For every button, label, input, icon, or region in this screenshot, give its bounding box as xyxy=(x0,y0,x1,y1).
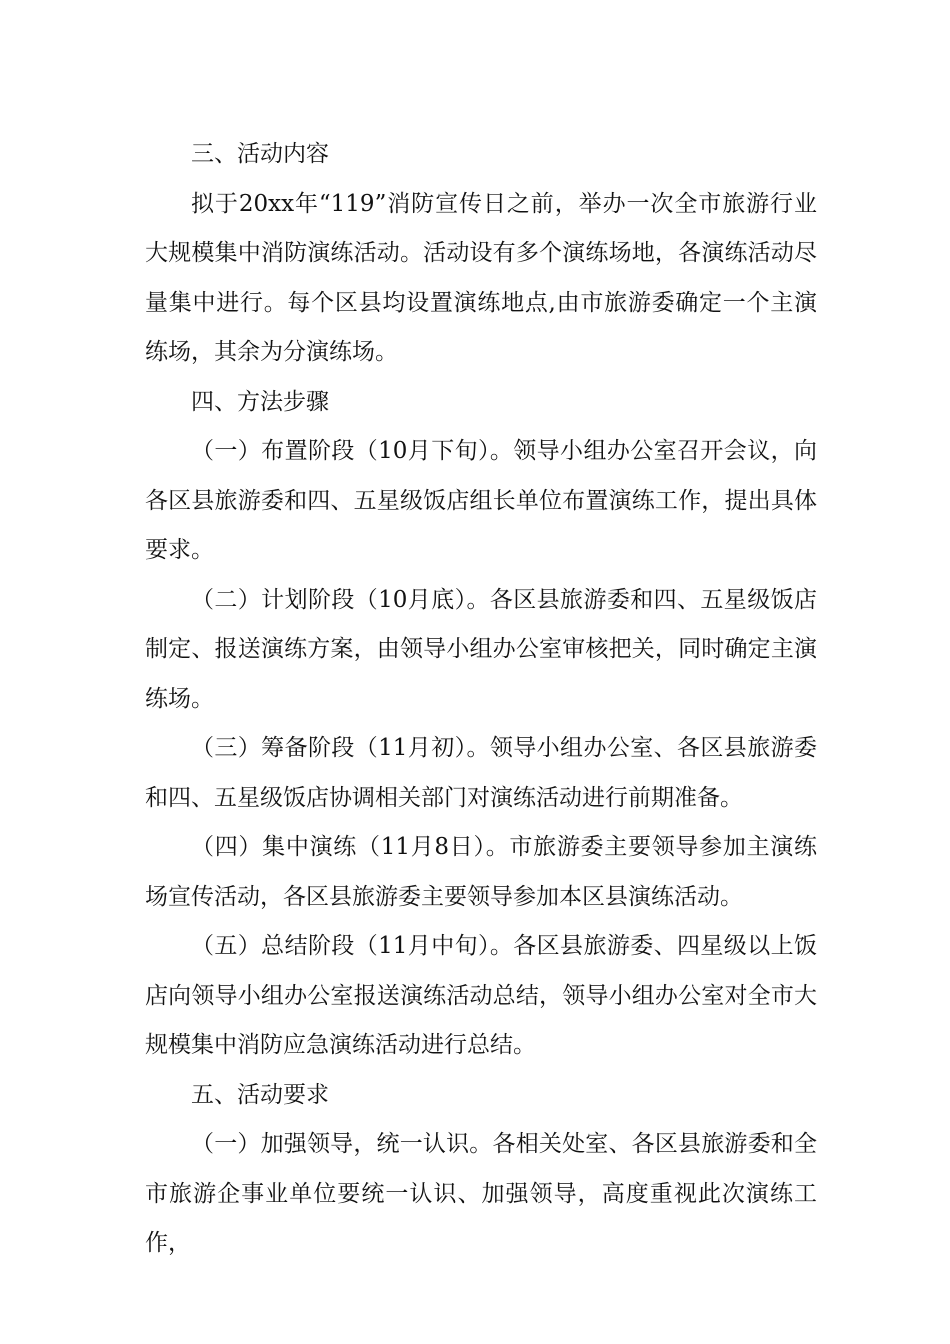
paragraph-activity-description: 拟于20xx年“119”消防宣传日之前，举办一次全市旅游行业大规模集中消防演练活动。活动设有多个演练场地，各演练活动尽量集中进行。每个区县均设置演练地点,由市旅游委确定一个主演练场，其余为分演练场。 xyxy=(145,190,817,365)
section-heading-activity-requirements: 五、活动要求 xyxy=(191,1081,329,1108)
section-heading-method-steps: 四、方法步骤 xyxy=(191,388,329,415)
document-body xyxy=(145,130,817,1269)
paragraph-step-4-drill: （四）集中演练（11月8日）。市旅游委主要领导参加主演练场宣传活动，各区县旅游委主要领导参加本区县演练活动。 xyxy=(145,834,817,910)
paragraph-step-1-arrangement: （一）布置阶段（10月下旬）。领导小组办公室召开会议，向各区县旅游委和四、五星级饭店组长单位布置演练工作，提出具体要求。 xyxy=(145,438,817,563)
section-heading-activity-content: 三、活动内容 xyxy=(191,141,329,167)
paragraph-step-5-summary: （五）总结阶段（11月中旬）。各区县旅游委、四星级以上饭店向领导小组办公室报送演练活动总结，领导小组办公室对全市大规模集中消防应急演练活动进行总结。 xyxy=(145,933,817,1058)
paragraph-step-3-preparation: （三）筹备阶段（11月初）。领导小组办公室、各区县旅游委和四、五星级饭店协调相关部门对演练活动进行前期准备。 xyxy=(145,735,817,811)
paragraph-step-2-planning: （二）计划阶段（10月底）。各区县旅游委和四、五星级饭店制定、报送演练方案，由领导小组办公室审核把关，同时确定主演练场。 xyxy=(145,586,817,712)
paragraph-requirement-1: （一）加强领导，统一认识。各相关处室、各区县旅游委和全市旅游企事业单位要统一认识、加强领导，高度重视此次演练工作， xyxy=(145,1131,817,1256)
